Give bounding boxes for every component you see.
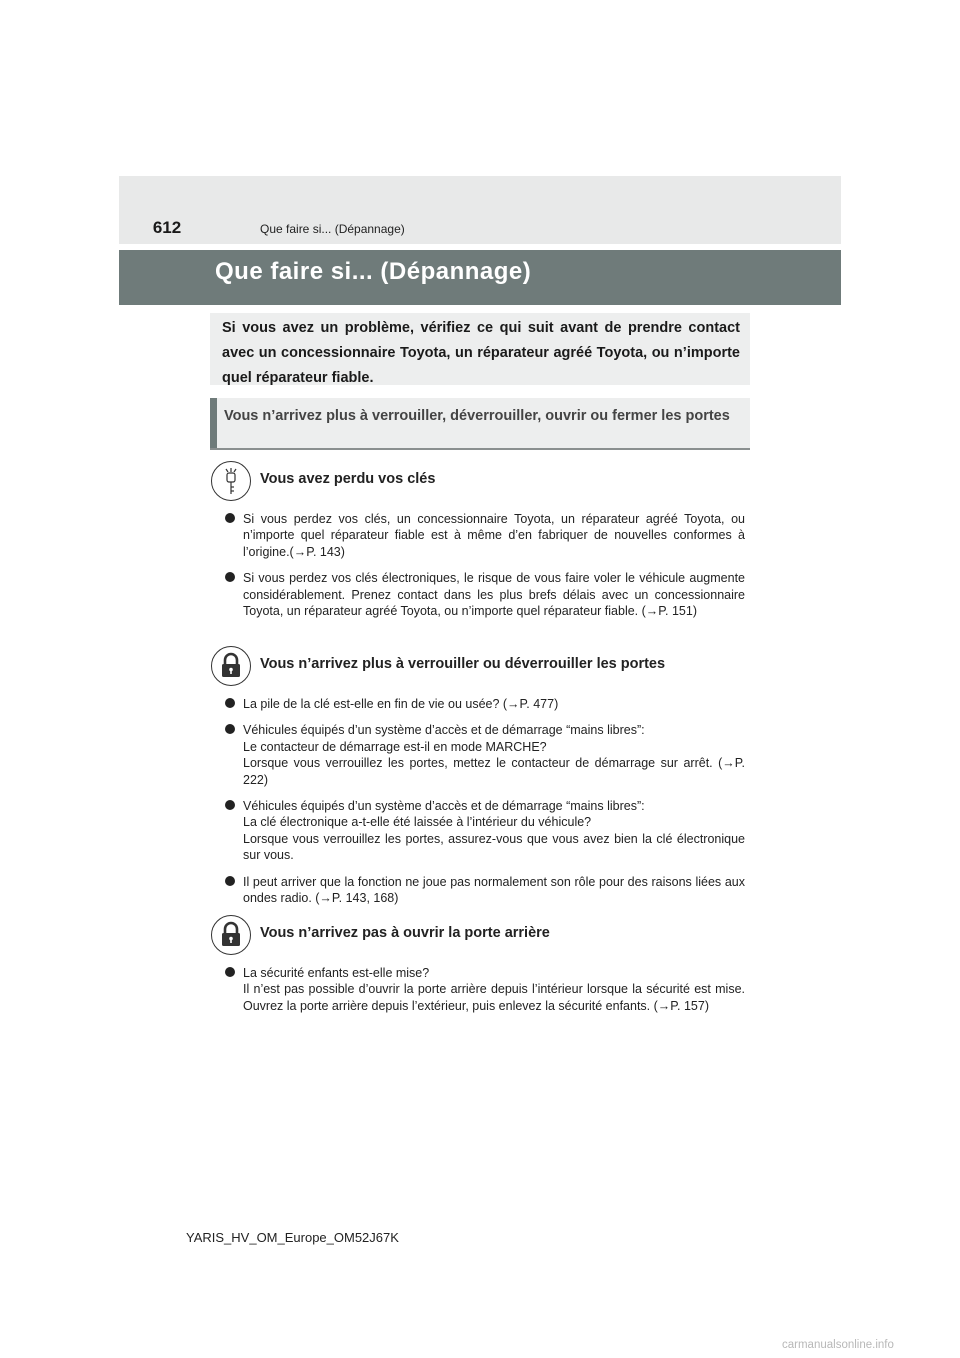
intro-box	[210, 313, 750, 385]
list-item: Si vous perdez vos clés électroniques, le risque de vous faire voler le véhicule augmente considérablement. Prenez contact dans les plus brefs délais avec un concessionnaire Toyota, un réparateur agréé Toyota, ou n’importe quel réparateur fiable. (→P. 151)	[225, 570, 745, 619]
padlock-icon	[211, 915, 251, 955]
watermark: carmanualsonline.info	[782, 1339, 894, 1351]
padlock-icon	[211, 646, 251, 686]
subsection-title: Vous n’arrivez plus à verrouiller ou déverrouiller les portes	[260, 656, 666, 672]
list-item: Véhicules équipés d’un système d’accès et de démarrage “mains libres”: Le contacteur de démarrage est-il en mode MARCHE? Lorsque vous verrouillez les portes, mettez le contacteur de démarrage sur arrêt. (→P. 222)	[225, 722, 745, 788]
bullet-list-rear-door	[225, 965, 745, 1024]
intro-text: Si vous avez un problème, vérifiez ce qui suit avant de prendre contact avec un concessionnaire Toyota, un réparateur agréé Toyota, ou n’importe quel réparateur fiable.	[222, 320, 740, 386]
subsection-lost-keys	[210, 461, 750, 503]
subsection-cannot-lock	[210, 646, 750, 688]
key-icon	[211, 461, 251, 501]
bullet-icon	[225, 572, 235, 582]
document-code: YARIS_HV_OM_Europe_OM52J67K	[186, 1230, 399, 1245]
page-number: 612	[152, 218, 182, 237]
running-title: Que faire si... (Dépannage)	[260, 222, 405, 236]
list-item: Véhicules équipés d’un système d’accès et de démarrage “mains libres”: La clé électronique a-t-elle été laissée à l’intérieur du véhicule? Lorsque vous verrouillez les portes, assurez-vous que vous avez bien la clé électronique sur vous.	[225, 798, 745, 864]
subsection-title: Vous n’arrivez pas à ouvrir la porte arrière	[260, 925, 550, 941]
section-heading-text: Vous n’arrivez plus à verrouiller, déverrouiller, ouvrir ou fermer les portes	[224, 408, 730, 424]
bullet-list-cannot-lock	[225, 696, 745, 916]
section-heading	[210, 398, 750, 450]
bullet-icon	[225, 513, 235, 523]
list-item: Il peut arriver que la fonction ne joue pas normalement son rôle pour des raisons liées aux ondes radio. (→P. 143, 168)	[225, 874, 745, 907]
bullet-icon	[225, 967, 235, 977]
page-title: Que faire si... (Dépannage)	[215, 258, 532, 285]
list-item: La sécurité enfants est-elle mise? Il n’est pas possible d’ouvrir la porte arrière depuis l’intérieur lorsque la sécurité est mise. Ouvrez la porte arrière depuis l’extérieur, puis enlevez la sécurité enfants. (→P. 157)	[225, 965, 745, 1014]
bullet-icon	[225, 800, 235, 810]
section-heading-bar	[210, 398, 217, 448]
list-item: La pile de la clé est-elle en fin de vie ou usée? (→P. 477)	[225, 696, 745, 712]
running-header	[119, 176, 841, 244]
bullet-icon	[225, 876, 235, 886]
title-bar	[119, 250, 841, 305]
bullet-icon	[225, 724, 235, 734]
subsection-title: Vous avez perdu vos clés	[260, 471, 436, 487]
bullet-list-lost-keys	[225, 511, 745, 629]
bullet-icon	[225, 698, 235, 708]
list-item: Si vous perdez vos clés, un concessionnaire Toyota, un réparateur agréé Toyota, ou n’importe quel réparateur fiable est à même d’en fabriquer de nouvelles conformes à l’origine.(→P. 143)	[225, 511, 745, 560]
subsection-rear-door	[210, 915, 750, 957]
